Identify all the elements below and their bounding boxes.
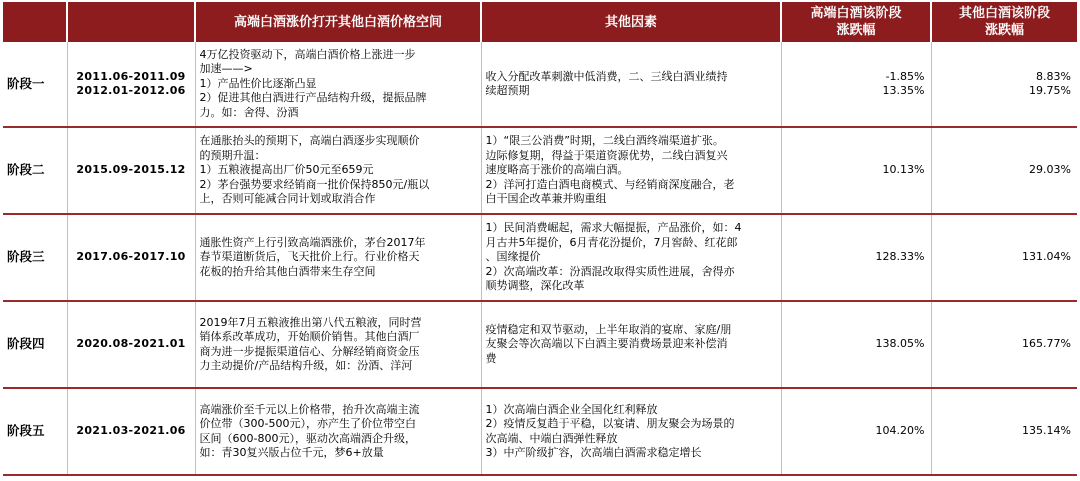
reason-line: 如：青30复兴版占位千元，梦6+放量 [199,446,384,459]
factor-line: 2）洋河打造白酒电商模式、与经销商深度融合，老 [485,177,735,191]
reason-line: 花板的抬升给其他白酒带来生存空间 [199,264,376,278]
header-other-change-line2: 涨跌幅 [984,23,1024,38]
factor-line: 1）“限三公消费”时期，二线白酒终端渠道扩张。 [485,134,724,148]
header-other-change [931,2,1077,42]
factor-line: 疫情稳定和双节驱动，上半年取消的宴席、家庭/朋 [485,322,732,336]
period-line: 2012.01-2012.06 [76,84,186,97]
table-row [3,42,1077,127]
pct-value: 165.77% [1022,337,1071,351]
reason-line: 1）五粮液提高出厂价50元至659元 [199,163,374,177]
other-factors-cell [481,388,781,475]
reason-line: 加速——> [199,62,253,76]
reason-cell [195,301,481,388]
factor-line: 1）民间消费崛起，需求大幅提振，产品涨价，如：4 [485,221,742,235]
header-period [67,2,195,42]
period-cell [67,301,195,388]
table-row [3,214,1077,301]
reason-line: 价位带（300-500元），亦产生了价位带空白 [199,417,416,430]
period-line: 2017.06-2017.10 [76,250,186,264]
high-end-change-cell [781,127,931,214]
period-line: 2021.03-2021.06 [76,424,186,438]
pct-value: 13.35% [882,84,925,97]
reason-line: 商为进一步提振渠道信心、分解经销商资金压 [199,344,420,358]
pct-value: 138.05% [875,337,925,351]
period-cell [67,127,195,214]
pct-value: 19.75% [1029,84,1071,97]
period-cell [67,42,195,127]
high-end-change-cell [781,42,931,127]
reason-line: 1）产品性价比逐渐凸显 [199,76,317,90]
header-high-end-change-line2: 涨跌幅 [836,23,876,38]
pct-value: 29.03% [1029,163,1071,177]
other-change-cell [931,127,1077,214]
factor-line: 月古井5年提价，6月青花汾提价，7月窖龄、红花郎 [485,235,738,249]
header-high-end-change-line1: 高端白酒该阶段 [810,6,902,21]
pct-value: 131.04% [1022,250,1071,264]
period-cell [67,388,195,475]
reason-line: 通胀性资产上行引致高端酒涨价，茅台2017年 [199,235,426,249]
reason-line: 春节渠道断货后，飞天批价上行。行业价格天 [199,250,420,264]
stage-cell: 阶段四 [3,301,67,388]
other-factors-cell [481,127,781,214]
period-line: 2011.06-2011.09 [76,69,186,83]
reason-line: 力主动提价/产品结构升级，如：汾酒、洋河 [199,359,413,372]
other-change-cell [931,388,1077,475]
stage-cell: 阶段五 [3,388,67,475]
reason-line: 4万亿投资驱动下，高端白酒价格上涨进一步 [199,47,416,61]
pct-value: 8.83% [1036,69,1071,83]
reason-cell [195,42,481,127]
factor-line: 1）次高端白酒企业全国化红利释放 [485,402,658,416]
table-row [3,388,1077,475]
other-factors-cell [481,301,781,388]
reason-line: 力。如：舍得、汾酒 [199,105,299,119]
stage-cell: 阶段三 [3,214,67,301]
header-high-end-change [781,2,931,42]
pct-value: 104.20% [875,424,925,438]
factor-line: 费 [485,351,497,365]
pct-value: 135.14% [1022,424,1071,438]
reason-line: 上，否则可能减合同计划或取消合作 [199,192,376,206]
factor-line: 续超预期 [485,84,530,97]
factor-line: 边际修复期，得益于渠道资源优势，二线白酒复兴 [485,148,728,162]
factor-line: 3）中产阶级扩容，次高端白酒需求稳定增长 [485,446,702,459]
factor-line: 次高端、中端白酒弹性释放 [485,431,618,445]
reason-line: 2）促进其他白酒进行产品结构升级，提振品牌 [199,91,427,105]
other-change-cell [931,301,1077,388]
pct-value: 10.13% [882,163,925,177]
other-change-cell [931,42,1077,127]
factor-line: 、国缘提价 [485,250,541,264]
factor-line: 2）疫情反复趋于平稳，以宴请、朋友聚会为场景的 [485,417,735,430]
table-row [3,301,1077,388]
header-other-factors: 其他因素 [481,2,781,42]
reason-line: 的预期升温： [199,148,266,162]
stage-cell: 阶段一 [3,42,67,127]
header-other-change-line1: 其他白酒该阶段 [958,6,1050,21]
reason-cell [195,127,481,214]
factor-line: 白干国企改革兼并购重组 [485,192,607,206]
price-stage-table [3,2,1077,476]
pct-value: 128.33% [875,250,925,264]
reason-cell [195,388,481,475]
period-line: 2015.09-2015.12 [76,163,186,177]
factor-line: 收入分配改革刺激中低消费，二、三线白酒业绩持 [485,69,728,83]
reason-cell [195,214,481,301]
pct-value: -1.85% [885,69,925,83]
stage-cell: 阶段二 [3,127,67,214]
period-cell [67,214,195,301]
comparison-table-container [3,2,1077,476]
factor-line: 2）次高端改革：汾酒混改取得实质性进展，舍得亦 [485,264,735,278]
factor-line: 友聚会等次高端以下白酒主要消费场景迎来补偿消 [485,337,728,351]
reason-line: 2019年7月五粮液推出第八代五粮液，同时营 [199,315,422,329]
reason-line: 在通胀抬头的预期下，高端白酒逐步实现顺价 [199,134,420,148]
reason-line: 销体系改革成功，开始顺价销售。其他白酒厂 [199,330,420,343]
reason-line: 区间（600-800元），驱动次高端酒企升级， [199,431,416,445]
header-stage [3,2,67,42]
other-factors-cell [481,42,781,127]
other-change-cell [931,214,1077,301]
period-line: 2020.08-2021.01 [76,337,186,351]
high-end-change-cell [781,214,931,301]
factor-line: 顺势调整，深化改革 [485,279,585,293]
table-row [3,127,1077,214]
reason-line: 高端涨价至千元以上价格带，抬升次高端主流 [199,402,420,416]
other-factors-cell [481,214,781,301]
high-end-change-cell [781,301,931,388]
reason-line: 2）茅台强势要求经销商一批价保持850元/瓶以 [199,177,430,191]
header-reason: 高端白酒涨价打开其他白酒价格空间 [195,2,481,42]
high-end-change-cell [781,388,931,475]
table-header-row [3,2,1077,42]
factor-line: 速度略高于涨价的高端白酒。 [485,163,629,177]
